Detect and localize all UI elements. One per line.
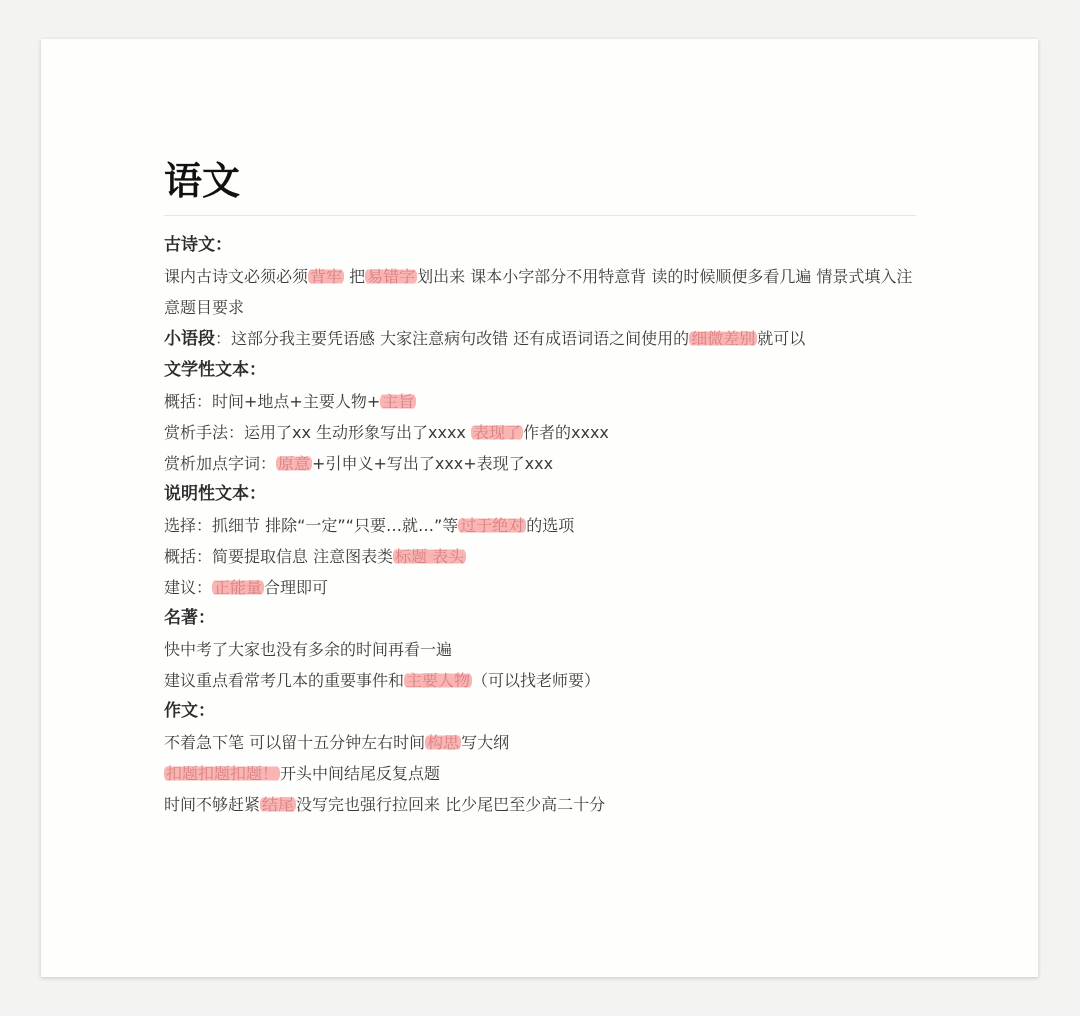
text-span: 就可以 [757,329,806,348]
small-passage-line [164,323,916,355]
text-span: 写大纲 [461,733,510,752]
text-span: 选择：抓细节 排除“一定”“只要…就…”等 [164,516,459,535]
highlight: 结尾 [262,795,295,814]
classics-line-1: 快中考了大家也没有多余的时间再看一遍 [164,640,453,659]
literary-dotted-line [164,448,916,479]
expository-advice-line [164,572,916,603]
small-passage-label: 小语段 [164,329,215,349]
text-span: 赏析加点字词： [164,454,277,473]
text-span: 建议重点看常考几本的重要事件和 [164,671,405,690]
text-span: （可以找老师要） [472,671,601,690]
text-span: 时间不够赶紧 [164,795,261,814]
literary-technique-line [164,417,916,448]
highlight: 正能量 [214,578,263,597]
literary-summary-line [164,386,916,417]
text-span: 把 [344,267,366,286]
document-body [164,230,916,820]
text-span: 课内古诗文必须必须 [164,267,309,286]
document-content [164,157,916,820]
highlight: 构思 [427,733,460,752]
document-page [41,39,1038,977]
highlight: 表现了 [473,423,522,442]
highlight: 易错字 [367,267,416,286]
text-span: 划出来 课本小字部分不用特意背 读的时候顺便多看几遍 情景式填入注意题目要求 [164,267,913,317]
text-span: 不着急下笔 可以留十五分钟左右时间 [164,733,426,752]
text-span: +引申义+写出了xxx+表现了xxx [312,454,554,473]
text-span: 合理即可 [264,578,329,597]
text-span: 概括：简要提取信息 注意图表类 [164,547,394,566]
highlight: 主要人物 [406,671,471,690]
section-heading-literary: 文学性文本： [164,360,266,380]
section-heading-expository: 说明性文本： [164,484,266,504]
essay-line-3 [164,789,916,820]
poetry-line [164,261,916,323]
section-heading-poetry: 古诗文： [164,235,232,255]
page-title: 语文 [164,157,916,216]
classics-line-2 [164,665,916,696]
text-span: 作者的xxxx [523,423,609,442]
text-span: 赏析手法：运用了xx 生动形象写出了xxxx [164,423,471,442]
highlight: 背牢 [310,267,343,286]
text-span: 没写完也强行拉回来 比少尾巴至少高二十分 [296,795,606,814]
section-heading-classics: 名著： [164,608,215,628]
expository-summary-line [164,541,916,572]
text-span: 建议： [164,578,213,597]
text-span: 的选项 [526,516,575,535]
text-span: ：这部分我主要凭语感 大家注意病句改错 还有成语词语之间使用的 [215,329,690,348]
expository-choice-line [164,510,916,541]
text-span: 概括：时间+地点+主要人物+ [164,392,381,411]
highlight: 标题 表头 [395,547,465,566]
essay-line-1 [164,727,916,758]
section-heading-essay: 作文： [164,701,215,721]
highlight: 主旨 [382,392,415,411]
highlight: 扣题扣题扣题！ [166,764,279,783]
text-span: 开头中间结尾反复点题 [280,764,441,783]
essay-line-2 [164,758,916,789]
highlight: 细微差别 [691,329,756,348]
highlight: 过于绝对 [460,516,525,535]
highlight: 原意 [278,454,311,473]
